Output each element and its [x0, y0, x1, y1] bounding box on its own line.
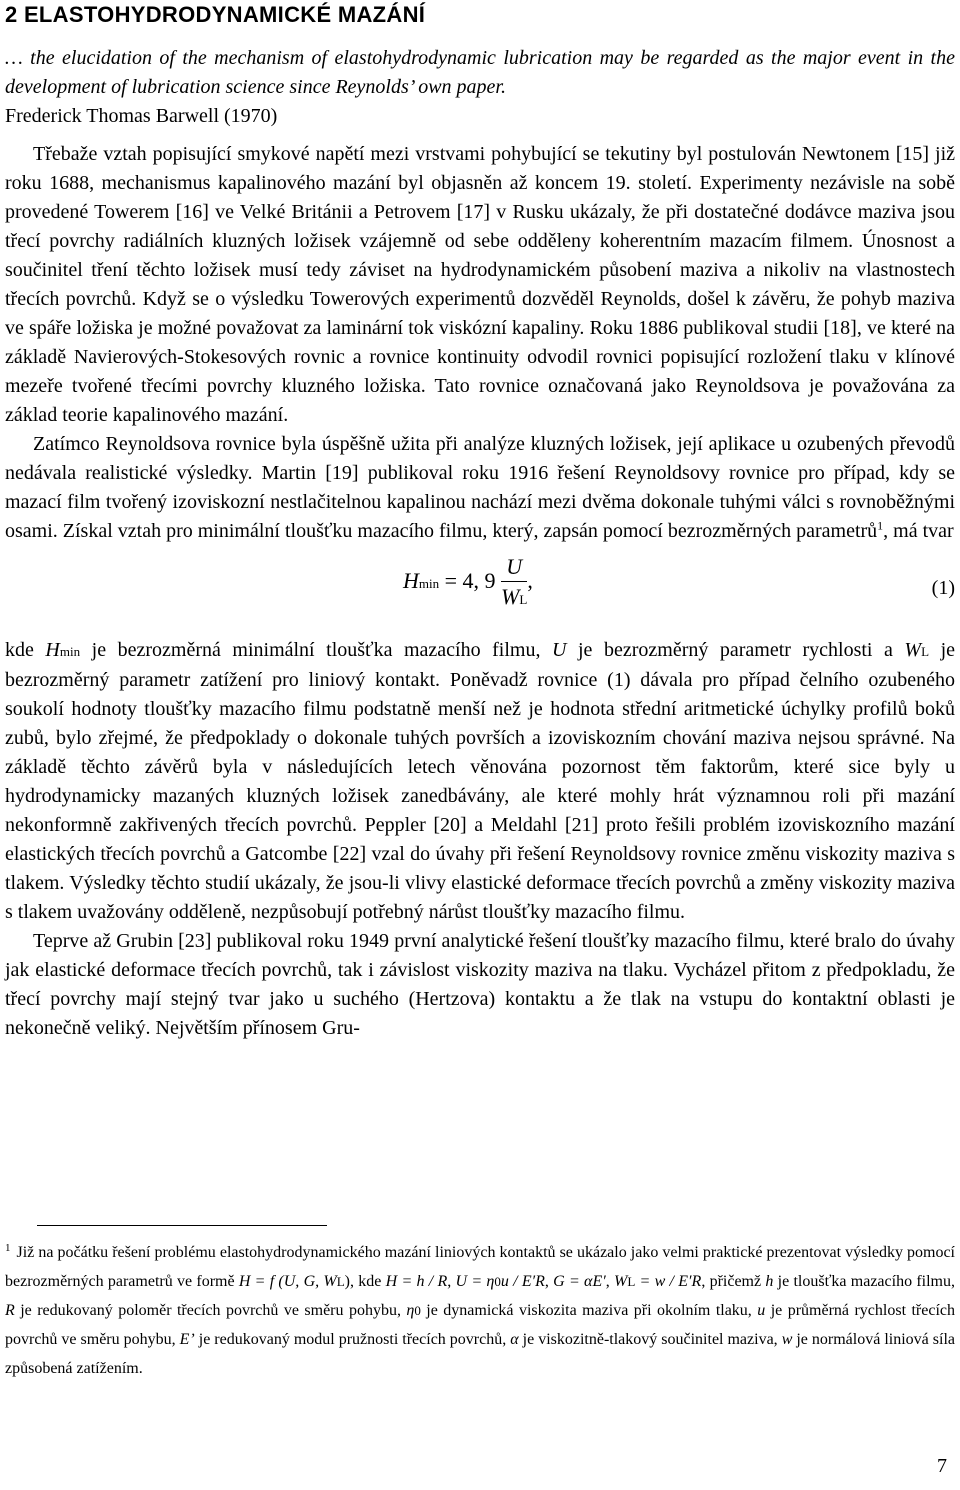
fn-f1: H = f (U, G, W — [238, 1273, 337, 1290]
eq-coef: = 4, 9 — [444, 568, 496, 594]
eq-lhs-var: H — [403, 568, 419, 594]
epigraph — [5, 44, 955, 131]
equation-1 — [5, 552, 955, 632]
fn-r: R — [5, 1302, 15, 1319]
footnote-mark: 1 — [5, 1241, 11, 1254]
fn-eta-sub: 0 — [414, 1303, 421, 1318]
fn-e: je dynamická viskozita maziva při okolním tlaku, — [420, 1302, 758, 1319]
eq-den-var: W — [501, 584, 520, 609]
sym-min: min — [59, 644, 81, 659]
fn-f5: W — [614, 1273, 628, 1290]
fn-f1-end: ), — [344, 1273, 354, 1290]
p3-b: je bezrozměrná minimální tloušťka mazacího filmu, — [80, 639, 553, 661]
fn-e-prime: E’ — [179, 1331, 195, 1348]
paragraph-1: Třebaže vztah popisující smykové napětí mezi vrstvami pohybující se tekutiny byl postulován Newtonem [15] již roku 1688, mechanismus kapalinového mazání byl objasněn až koncem 19. století. Experimenty nezávisle na sobě provedené Towerem [16] ve Velké Británii a Petrovem [17] v Rusku ukázaly, že při dostatečné dodávce maziva jsou třecí povrchy radiálních kluzných ložisek vzájemně od sebe odděleny koherentním mazacím filmem. Únosnost a součinitel tření těchto ložisek musí tedy záviset na hydrodynamickém působení maziva a nikoliv na vlastnostech třecích povrchů. Když se o výsledku Towerových experimentů dozvěděl Reynolds, došel k závěru, že pohyb maziva ve spáře ložiska je možné považovat za laminární tok viskózní kapaliny. Roku 1886 publikoval studii [18], ve které na základě Navierových-Stokesových rovnic a rovnice kontinuity odvodil rovnici popisující rozložení tlaku v klínové mezeře tvořené třecími povrchy kluzného ložiska. Tato rovnice označovaná jako Reynoldsova je považována za základ teorie kapalinového mazání. — [5, 143, 955, 426]
p3-c: je bezrozměrný parametr rychlosti a — [566, 639, 905, 661]
sym-u: U — [552, 639, 567, 661]
sym-l: L — [921, 644, 930, 659]
fn-f: je průměrná rychlost třecích povrchů ve směru pohybu, — [5, 1302, 955, 1348]
fn-eta: η — [406, 1302, 415, 1319]
eq-denominator — [501, 582, 527, 614]
eq-fraction — [501, 552, 527, 614]
fn-sep3: , — [605, 1273, 614, 1290]
p3-d: je bezrozměrný parametr zatížení pro liniový kontakt. Poněvadž rovnice (1) dávala pro případ čelního ozubeného soukolí hodnoty tloušťky mazacího filmu podstatně menší než je hodnota střední aritmetické úchylky profilů boků zubů, bylo zřejmé, že předpoklady o dokonale tuhých površích a izoviskozním chování maziva nejsou správné. Na základě těchto závěrů byla v následujících letech věnována pozornost těm faktorům, které sice byly u hydrodynamicky mazaných kluzných ložisek zanedbávány, ale které mohly hrát významnou roli při mazání nekonformně zakřivených třecích povrchů. Peppler [20] a Meldahl [21] proto řešili problém izoviskozního mazání elastických třecích povrchů a Gatcombe [22] vzal do úvahy při řešení Reynoldsovy rovnice změnu viskozity maziva s tlakem. Výsledky těchto studií ukázaly, že jsou-li vlivy elastické deformace třecích povrchů a změny viskozity maziva s tlakem uvažovány odděleně, nezpůsobují potřebný nárůst tloušťky mazacího filmu. — [5, 639, 955, 923]
body-text — [5, 140, 955, 1043]
paragraph-2-end: , má tvar — [883, 520, 954, 542]
fn-g: je redukovaný modul pružnosti třecích povrchů, — [194, 1331, 511, 1348]
fn-f3-end: u / E′R — [500, 1273, 545, 1290]
footnote-ref: 1 — [877, 518, 884, 533]
fn-c: je tloušťka mazacího filmu, — [773, 1273, 955, 1290]
section-heading: 2 ELASTOHYDRODYNAMICKÉ MAZÁNÍ — [5, 2, 426, 27]
equation-number: (1) — [931, 577, 955, 599]
fn-alpha: α — [510, 1331, 519, 1348]
fn-f3: U = η — [455, 1273, 495, 1290]
fn-f5-end: = w / E′R — [635, 1273, 702, 1290]
sym-w: W — [904, 639, 922, 661]
paragraph-4: Teprve až Grubin [23] publikoval roku 1949 první analytické řešení tloušťky mazacího filmu, které bralo do úvahy jak elastické deformace třecích povrchů, tak i závislost viskozity maziva na tlaku. Vycházel přitom z předpokladu, že třecí povrchy mají stejný tvar jako u suchého (Hertzova) kontaktu a že tlak na vstupu do kontaktní oblasti je nekonečně veliký. Největším přínosem Gru- — [5, 930, 955, 1039]
p3-a: kde — [5, 639, 46, 661]
epigraph-author: Frederick Thomas Barwell (1970) — [5, 105, 278, 127]
fn-f1-sub: L — [336, 1274, 345, 1289]
page-number: 7 — [937, 1455, 947, 1477]
fn-kde: kde — [354, 1273, 386, 1290]
footnote — [5, 1238, 955, 1383]
fn-h-text: je viskozitně-tlakový součinitel maziva, — [518, 1331, 782, 1348]
fn-u: u — [757, 1302, 766, 1319]
paragraph-2 — [5, 430, 955, 546]
fn-sep1: , — [447, 1273, 456, 1290]
fn-h: h — [765, 1273, 774, 1290]
eq-den-sub: L — [519, 592, 528, 607]
fn-f5-sub: L — [627, 1274, 636, 1289]
fn-w: w — [781, 1331, 793, 1348]
eq-numerator: U — [501, 552, 527, 582]
footnote-divider — [37, 1225, 327, 1226]
paragraph-3 — [5, 636, 955, 927]
fn-i: je normálová liniová síla způsobená zatížením. — [5, 1331, 955, 1377]
fn-f2: H = h / R — [385, 1273, 448, 1290]
epigraph-quote: … the elucidation of the mechanism of elastohydrodynamic lubrication may be regarded as the major event in the development of lubrication science since Reynolds’ own paper. — [5, 47, 955, 98]
fn-sep2: , — [544, 1273, 554, 1290]
fn-f3-sub: 0 — [494, 1274, 501, 1289]
fn-a: Již na počátku řešení problému elastohydrodynamického mazání liniových kontaktů se ukázalo jako velmi praktické prezentovat výsledky pomocí bezrozměrných parametrů ve formě — [5, 1244, 955, 1290]
eq-lhs-sub: min — [418, 576, 440, 592]
fn-f4: G = αE′ — [553, 1273, 606, 1290]
eq-comma: , — [527, 568, 533, 594]
sym-h: H — [45, 639, 60, 661]
fn-d: je redukovaný poloměr třecích povrchů ve směru pohybu, — [14, 1302, 407, 1319]
paragraph-2-text: Zatímco Reynoldsova rovnice byla úspěšně užita při analýze kluzných ložisek, její aplikace u ozubených převodů nedávala realistické výsledky. Martin [19] publikoval roku 1916 řešení Reynoldsovy rovnice pro případ, kdy se mazací film tvořený izoviskozní nestlačitelnou kapalinou nachází mezi dvěma dokonale tuhými válci s rovnoběžnými osami. Získal vztah pro minimální tloušťku mazacího filmu, který, zapsán pomocí bezrozměrných parametrů — [5, 433, 955, 542]
equation-math — [403, 552, 533, 614]
fn-b: , přičemž — [701, 1273, 766, 1290]
